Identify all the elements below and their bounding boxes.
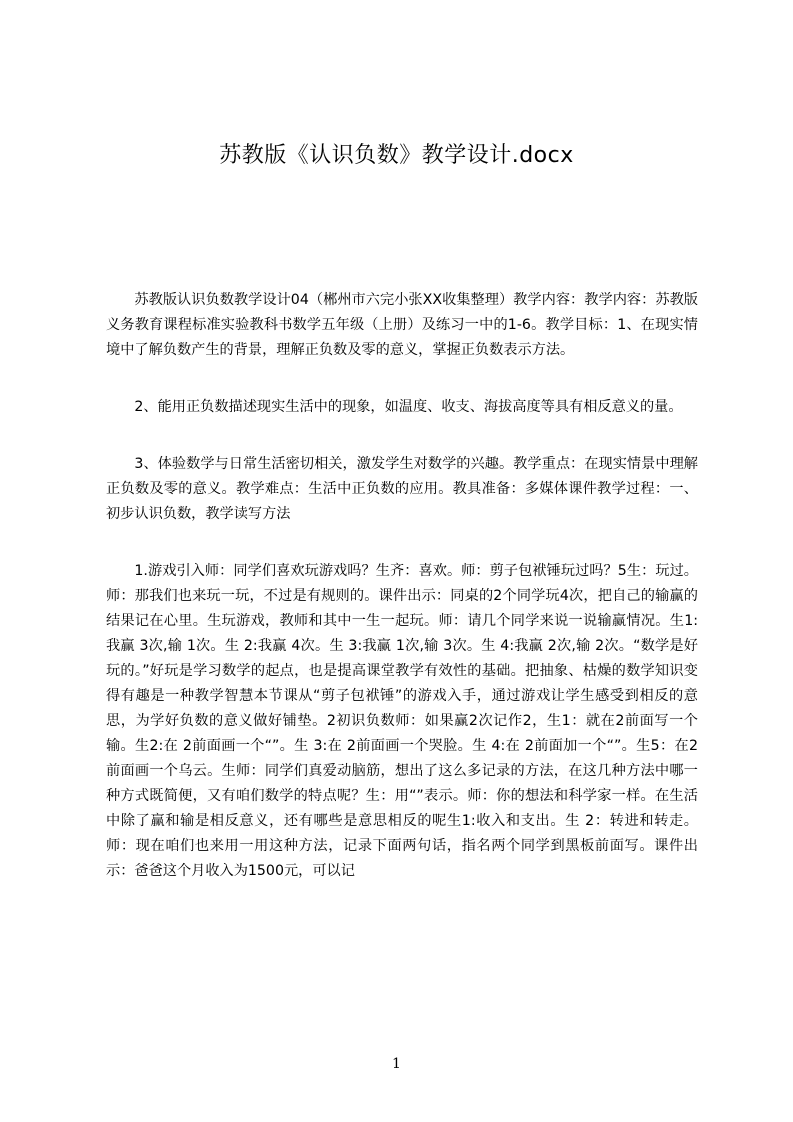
paragraph-goal-3: 3、体验数学与日常生活密切相关，激发学生对数学的兴趣。教学重点：在现实情景中理解正负数及零的意义。教学难点：生活中正负数的应用。教具准备：多媒体课件教学过程：一、初步认识负数，教学读写方法 [106, 456, 698, 522]
page-number: 1 [392, 1056, 401, 1072]
paragraph-game-intro: 1.游戏引入师：同学们喜欢玩游戏吗？生齐：喜欢。师：剪子包袱锤玩过吗？5生：玩过。师：那我们也来玩一玩，不过是有规则的。课件出示：同桌的2个同学玩4次，把自己的输赢的结果记在心里。生玩游戏，教师和其中一生一起玩。师：请几个同学来说一说输赢情况。生1:我赢 3次,输 1次。生 2:我赢 4次。生 3:我赢 1次,输 3次。生 4:我赢 2次,输 2次。“数学是好玩的。”好玩是学习数学的起点，也是提高课堂教学有效性的基础。把抽象、枯燥的数学知识变得有趣是一种教学智慧本节课从“剪子包袱锤”的游戏入手，通过游戏让学生感受到相反的意思，为学好负数的意义做好铺垫。2初识负数师：如果赢2次记作2，生1：就在2前面写一个输。生2:在 2前面画一个“”。生 3:在 2前面画一个哭脸。生 4:在 2前面加一个“”。生5：在2前面画一个乌云。生师：同学们真爱动脑筋，想出了这么多记录的方法，在这几种方法中哪一种方式既简便，又有咱们数学的特点呢？生：用“”表示。师：你的想法和科学家一样。在生活中除了赢和输是相反意义，还有哪些是意思相反的呢生1:收入和支出。生 2：转进和转走。师：现在咱们也来用一用这种方法，记录下面两句话，指名两个同学到黑板前面写。课件出示：爸爸这个月收入为1500元，可以记 [106, 563, 698, 879]
paragraph-goal-2: 2、能用正负数描述现实生活中的现象，如温度、收支、海拔高度等具有相反意义的量。 [134, 399, 683, 415]
document-body [106, 288, 698, 916]
document-title: 苏教版《认识负数》教学设计.docx [219, 143, 574, 168]
paragraph-intro: 苏教版认识负数教学设计04（郴州市六完小张XX收集整理）教学内容：教学内容：苏教版义务教育课程标准实验教科书数学五年级（上册）及练习一中的1-6。教学目标：1、在现实情境中了解负数产生的背景，理解正负数及零的意义，掌握正负数表示方法。 [106, 292, 698, 358]
